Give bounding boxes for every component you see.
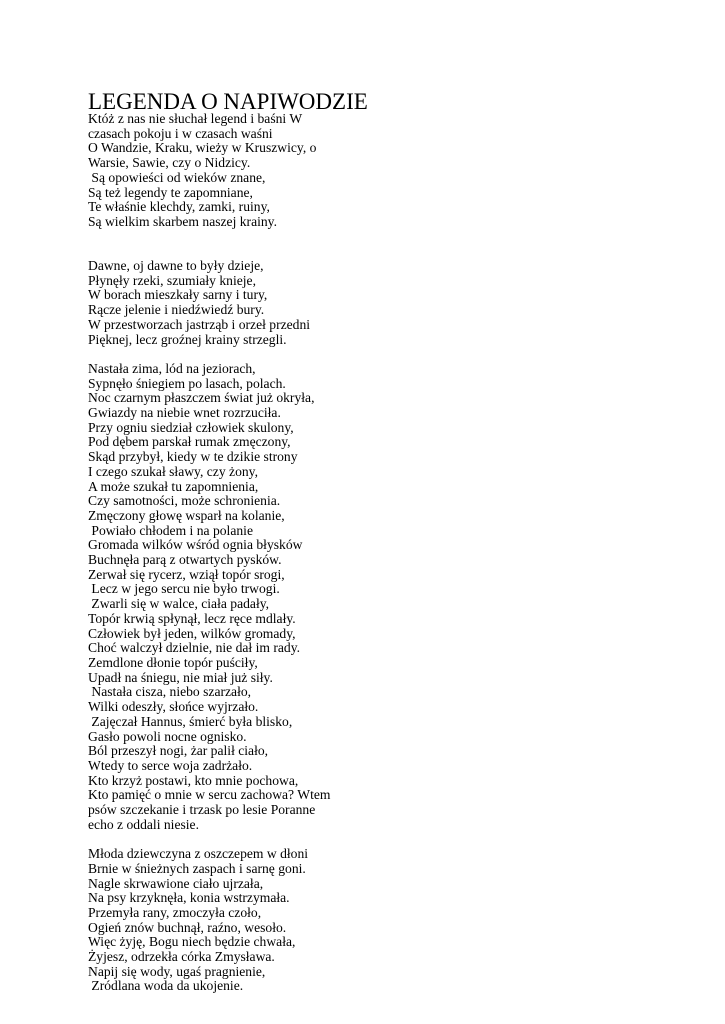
poem-line: czasach pokoju i w czasach waśni <box>88 125 273 141</box>
poem-line: Lecz w jego sercu nie było trwogi. <box>88 581 280 597</box>
poem-line: Pięknej, lecz groźnej krainy strzegli. <box>88 331 287 347</box>
poem-line: Płynęły rzeki, szumiały knieje, <box>88 272 256 288</box>
poem-line: Więc żyję, Bogu niech będzie chwała, <box>88 934 296 950</box>
poem-line: Topór krwią spłynął, lecz ręce mdlały. <box>88 610 296 626</box>
poem-line: W przestworzach jastrząb i orzeł przedni <box>88 316 311 332</box>
poem-line: Zródlana woda da ukojenie. <box>88 978 244 994</box>
poem-line: A może szukał tu zapomnienia, <box>88 478 259 494</box>
poem-line: echo z oddali niesie. <box>88 816 199 832</box>
stanza-gap <box>88 832 348 847</box>
stanza <box>88 847 348 994</box>
poem-line: Noc czarnym płaszczem świat już okryła, <box>88 390 315 406</box>
poem-line: Są też legendy te zapomniane, <box>88 184 253 200</box>
poem-body <box>88 112 348 994</box>
stanza <box>88 112 348 230</box>
poem-line: Są opowieści od wieków znane, <box>88 169 266 185</box>
poem-line: Nastała zima, lód na jeziorach, <box>88 360 256 376</box>
poem-line: Nastała cisza, niebo szarzało, <box>88 684 252 700</box>
poem-line: Upadł na śniegu, nie miał już siły. <box>88 669 273 685</box>
poem-line: Rącze jelenie i niedźwiedź bury. <box>88 302 265 318</box>
poem-line: Choć walczył dzielnie, nie dał im rady. <box>88 640 301 656</box>
poem-line: Buchnęła parą z otwartych pysków. <box>88 552 282 568</box>
poem-line: Skąd przybył, kiedy w te dzikie strony <box>88 449 298 465</box>
poem-line: Brnie w śnieżnych zaspach i sarnę goni. <box>88 860 306 876</box>
poem-line: O Wandzie, Kraku, wieży w Kruszwicy, o <box>88 140 317 156</box>
poem-line: Któż z nas nie słuchał legend i baśni W <box>88 111 303 126</box>
poem-line: Człowiek był jeden, wilków gromady, <box>88 625 296 641</box>
document-title: LEGENDA O NAPIWODZIE <box>88 89 368 114</box>
poem-line: Napij się wody, ugaś pragnienie, <box>88 963 266 979</box>
poem-line: Żyjesz, odrzekła córka Zmysława. <box>88 949 275 965</box>
poem-line: Kto krzyż postawi, kto mnie pochowa, <box>88 772 299 788</box>
stanza <box>88 362 348 833</box>
poem-line: Ból przeszył nogi, żar palił ciało, <box>88 743 269 759</box>
stanza-gap <box>88 230 348 259</box>
poem-line: Warsie, Sawie, czy o Nidzicy. <box>88 155 251 171</box>
poem-line: Kto pamięć o mnie w sercu zachowa? Wtem <box>88 787 331 803</box>
poem-line: Na psy krzyknęła, konia wstrzymała. <box>88 890 290 906</box>
poem-line: W borach mieszkały sarny i tury, <box>88 287 268 303</box>
poem-line: Zmęczony głowę wsparł na kolanie, <box>88 507 285 523</box>
poem-line: Te właśnie klechdy, zamki, ruiny, <box>88 199 270 215</box>
stanza-gap <box>88 347 348 362</box>
poem-line: Powiało chłodem i na polanie <box>88 522 253 538</box>
poem-line: Są wielkim skarbem naszej krainy. <box>88 213 277 229</box>
poem-line: Zerwał się rycerz, wziął topór srogi, <box>88 566 285 582</box>
poem-line: Sypnęło śniegiem po lasach, polach. <box>88 375 286 391</box>
poem-line: Wtedy to serce woja zadrżało. <box>88 757 253 773</box>
poem-line: Czy samotności, może schronienia. <box>88 493 281 509</box>
poem-line: Przemyła rany, zmoczyła czoło, <box>88 904 262 920</box>
poem-line: Nagle skrwawione ciało ujrzała, <box>88 875 264 891</box>
poem-line: Zajęczał Hannus, śmierć była blisko, <box>88 713 293 729</box>
poem-line: Gromada wilków wśród ognia błysków <box>88 537 303 553</box>
poem-line: Zemdlone dłonie topór puściły, <box>88 654 258 670</box>
poem-line: Gasło powoli nocne ognisko. <box>88 728 247 744</box>
poem-line: Wilki odeszły, słońce wyjrzało. <box>88 699 259 715</box>
poem-line: Gwiazdy na niebie wnet rozrzuciła. <box>88 405 281 421</box>
poem-line: Zwarli się w walce, ciała padały, <box>88 596 270 612</box>
poem-line: Pod dębem parskał rumak zmęczony, <box>88 434 291 450</box>
poem-line: I czego szukał sławy, czy żony, <box>88 463 258 479</box>
poem-line: Ogień znów buchnął, raźno, wesoło. <box>88 919 287 935</box>
poem-line: Dawne, oj dawne to były dzieje, <box>88 258 264 274</box>
stanza <box>88 259 348 347</box>
poem-line: Młoda dziewczyna z oszczepem w dłoni <box>88 846 309 862</box>
poem-line: psów szczekanie i trzask po lesie Poranne <box>88 802 316 818</box>
poem-line: Przy ogniu siedział człowiek skulony, <box>88 419 294 435</box>
